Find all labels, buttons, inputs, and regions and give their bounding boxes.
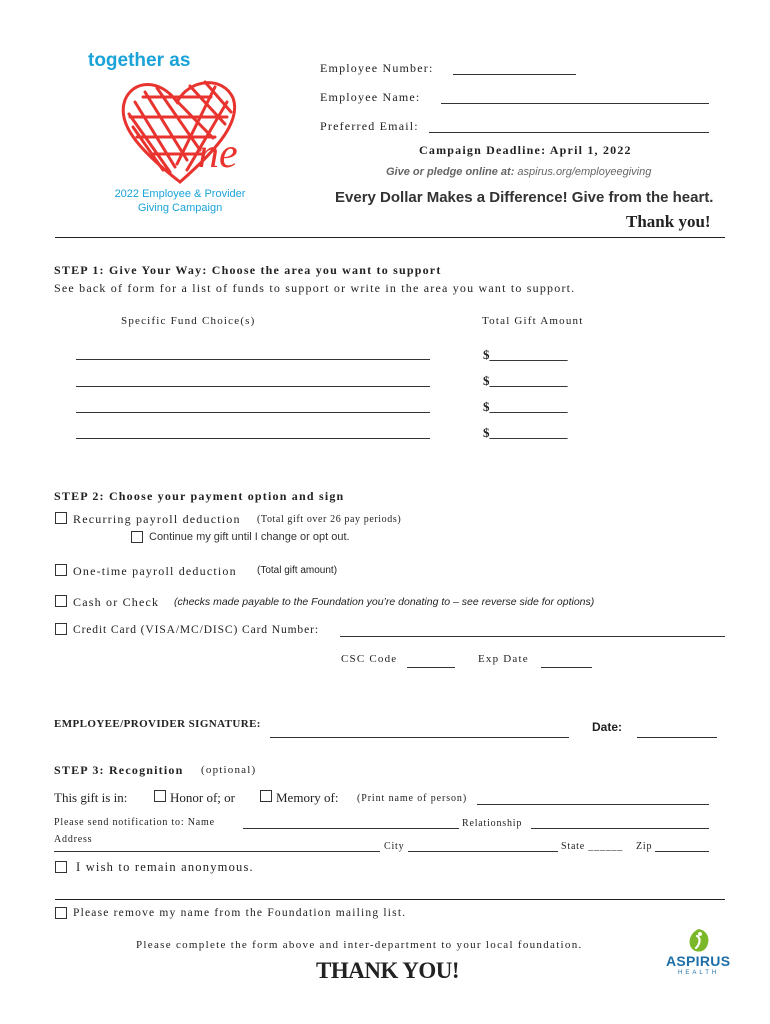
step3-title: STEP 3: Recognition (54, 763, 184, 777)
preferred-email-label: Preferred Email: (320, 119, 419, 133)
header-thank-you: Thank you! (626, 212, 711, 231)
logo-campaign-line1: 2022 Employee & Provider (114, 188, 246, 200)
header-divider (55, 237, 725, 238)
honor-label: Honor of; or (170, 790, 235, 805)
fund-choice-field-2[interactable] (76, 386, 430, 387)
csc-code-label: CSC Code (341, 653, 398, 665)
fund-choice-field-3[interactable] (76, 412, 430, 413)
logo-tagline: together as (88, 50, 191, 71)
date-label: Date: (592, 720, 623, 734)
step3-optional: (optional) (201, 764, 257, 776)
section-divider (55, 899, 725, 900)
continue-gift-checkbox[interactable] (131, 531, 143, 543)
zip-field[interactable] (655, 851, 709, 852)
relationship-field[interactable] (531, 828, 709, 829)
logo-heart-word: ne (198, 131, 238, 177)
memory-label: Memory of: (276, 790, 339, 805)
footer-instructions: Please complete the form above and inter-department to your local foundation. (136, 939, 583, 951)
print-name-label: (Print name of person) (357, 793, 468, 804)
anonymous-checkbox[interactable] (55, 861, 67, 873)
step1-title: STEP 1: Give Your Way: Choose the area you want to support (54, 263, 442, 277)
gift-amount-field-3[interactable]: $____________ (483, 399, 568, 414)
recurring-label: Recurring payroll deduction (73, 512, 241, 526)
cash-check-checkbox[interactable] (55, 595, 67, 607)
exp-date-label: Exp Date (478, 653, 529, 665)
credit-card-checkbox[interactable] (55, 623, 67, 635)
relationship-label: Relationship (462, 818, 523, 829)
employee-name-field[interactable] (441, 103, 709, 104)
address-label: Address (54, 834, 93, 845)
honoree-name-field[interactable] (477, 804, 709, 805)
remove-mailing-checkbox[interactable] (55, 907, 67, 919)
state-label: State ______ (561, 841, 624, 852)
fund-choice-field-4[interactable] (76, 438, 430, 439)
notify-name-label: Please send notification to: Name (54, 817, 215, 828)
honor-checkbox[interactable] (154, 790, 166, 802)
exp-date-field[interactable] (541, 667, 592, 668)
recurring-checkbox[interactable] (55, 512, 67, 524)
gift-amount-header: Total Gift Amount (482, 315, 584, 327)
zip-label: Zip (636, 841, 653, 852)
aspirus-name: ASPIRUS (666, 953, 731, 969)
card-number-field[interactable] (340, 636, 725, 637)
onetime-checkbox[interactable] (55, 564, 67, 576)
gift-amount-field-4[interactable]: $____________ (483, 425, 568, 440)
online-pledge (386, 166, 651, 178)
cash-check-note: (checks made payable to the Foundation you’re donating to – see reverse side for options) (174, 596, 595, 608)
campaign-logo (80, 48, 280, 223)
footer-thank-you: THANK YOU! (316, 958, 460, 983)
recurring-note: (Total gift over 26 pay periods) (257, 514, 402, 525)
city-field[interactable] (408, 851, 558, 852)
campaign-deadline: Campaign Deadline: April 1, 2022 (419, 143, 632, 157)
online-url[interactable]: aspirus.org/employeegiving (517, 166, 652, 178)
date-field[interactable] (637, 737, 717, 738)
cash-check-label: Cash or Check (73, 595, 160, 609)
online-prefix: Give or pledge online at: (386, 166, 515, 178)
gift-amount-field-1[interactable]: $____________ (483, 347, 568, 362)
employee-number-field[interactable] (453, 74, 576, 75)
employee-name-label: Employee Name: (320, 90, 421, 104)
aspirus-sub: HEALTH (678, 970, 720, 976)
address-field[interactable] (54, 851, 380, 852)
logo-campaign-line2: Giving Campaign (137, 202, 223, 214)
slogan: Every Dollar Makes a Difference! Give from the heart. (335, 189, 714, 206)
preferred-email-field[interactable] (429, 132, 709, 133)
csc-code-field[interactable] (407, 667, 455, 668)
continue-gift-label: Continue my gift until I change or opt out. (149, 531, 350, 543)
credit-card-label: Credit Card (VISA/MC/DISC) Card Number: (73, 624, 319, 636)
remove-mailing-label: Please remove my name from the Foundation mailing list. (73, 907, 407, 919)
onetime-note: (Total gift amount) (257, 565, 338, 576)
city-label: City (384, 841, 405, 852)
gift-in-label: This gift is in: (54, 790, 128, 805)
fund-choice-field-1[interactable] (76, 359, 430, 360)
signature-field[interactable] (270, 737, 569, 738)
step2-title: STEP 2: Choose your payment option and sign (54, 489, 345, 503)
onetime-label: One-time payroll deduction (73, 564, 237, 578)
employee-number-label: Employee Number: (320, 61, 434, 75)
memory-checkbox[interactable] (260, 790, 272, 802)
aspirus-leaf-icon (686, 928, 712, 954)
notify-name-field[interactable] (243, 828, 459, 829)
aspirus-logo (664, 928, 740, 984)
step1-subtitle: See back of form for a list of funds to support or write in the area you want to support. (54, 281, 576, 295)
anonymous-label: I wish to remain anonymous. (76, 860, 254, 874)
signature-label: EMPLOYEE/PROVIDER SIGNATURE: (54, 718, 261, 730)
gift-amount-field-2[interactable]: $____________ (483, 373, 568, 388)
fund-choice-header: Specific Fund Choice(s) (121, 315, 256, 327)
